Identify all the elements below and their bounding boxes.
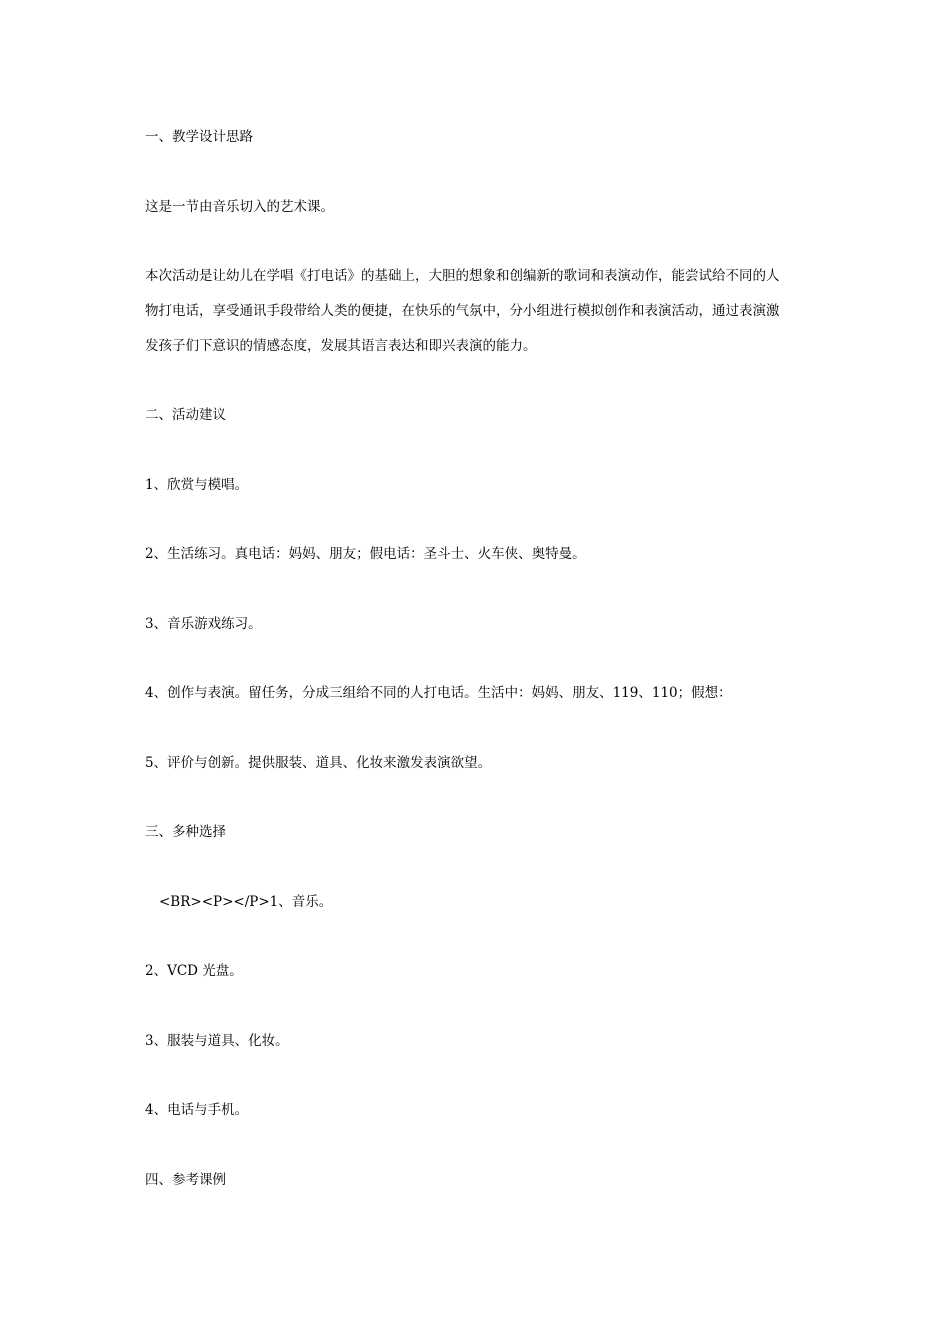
section-heading-4: 四、参考课例 (145, 1172, 226, 1188)
section-heading-2: 二、活动建议 (145, 407, 226, 423)
choice-item-1: <BR><P></P>1、音乐。 (159, 894, 333, 910)
suggestion-item-5: 5、评价与创新。提供服装、道具、化妆来激发表演欲望。 (145, 755, 492, 771)
section-heading-1: 一、教学设计思路 (145, 129, 253, 145)
paragraph-activity-line-1: 本次活动是让幼儿在学唱《打电话》的基础上，大胆的想象和创编新的歌词和表演动作，能尝试给不同的人 (145, 268, 780, 284)
suggestion-item-3: 3、音乐游戏练习。 (145, 616, 262, 632)
choice-item-3: 3、服装与道具、化妆。 (145, 1033, 289, 1049)
paragraph-activity-line-2: 物打电话，享受通讯手段带给人类的便捷，在快乐的气氛中，分小组进行模拟创作和表演活动，通过表演激 (145, 303, 780, 319)
choice-item-2: 2、VCD 光盘。 (145, 963, 243, 979)
paragraph-intro: 这是一节由音乐切入的艺术课。 (145, 199, 334, 215)
suggestion-item-2: 2、生活练习。真电话：妈妈、朋友；假电话：圣斗士、火车侠、奥特曼。 (145, 546, 586, 562)
paragraph-activity-line-3: 发孩子们下意识的情感态度，发展其语言表达和即兴表演的能力。 (145, 338, 537, 354)
choice-item-4: 4、电话与手机。 (145, 1102, 249, 1118)
suggestion-item-4: 4、创作与表演。留任务，分成三组给不同的人打电话。生活中：妈妈、朋友、119、110；假想： (145, 685, 732, 701)
section-heading-3: 三、多种选择 (145, 824, 226, 840)
suggestion-item-1: 1、欣赏与模唱。 (145, 477, 249, 493)
